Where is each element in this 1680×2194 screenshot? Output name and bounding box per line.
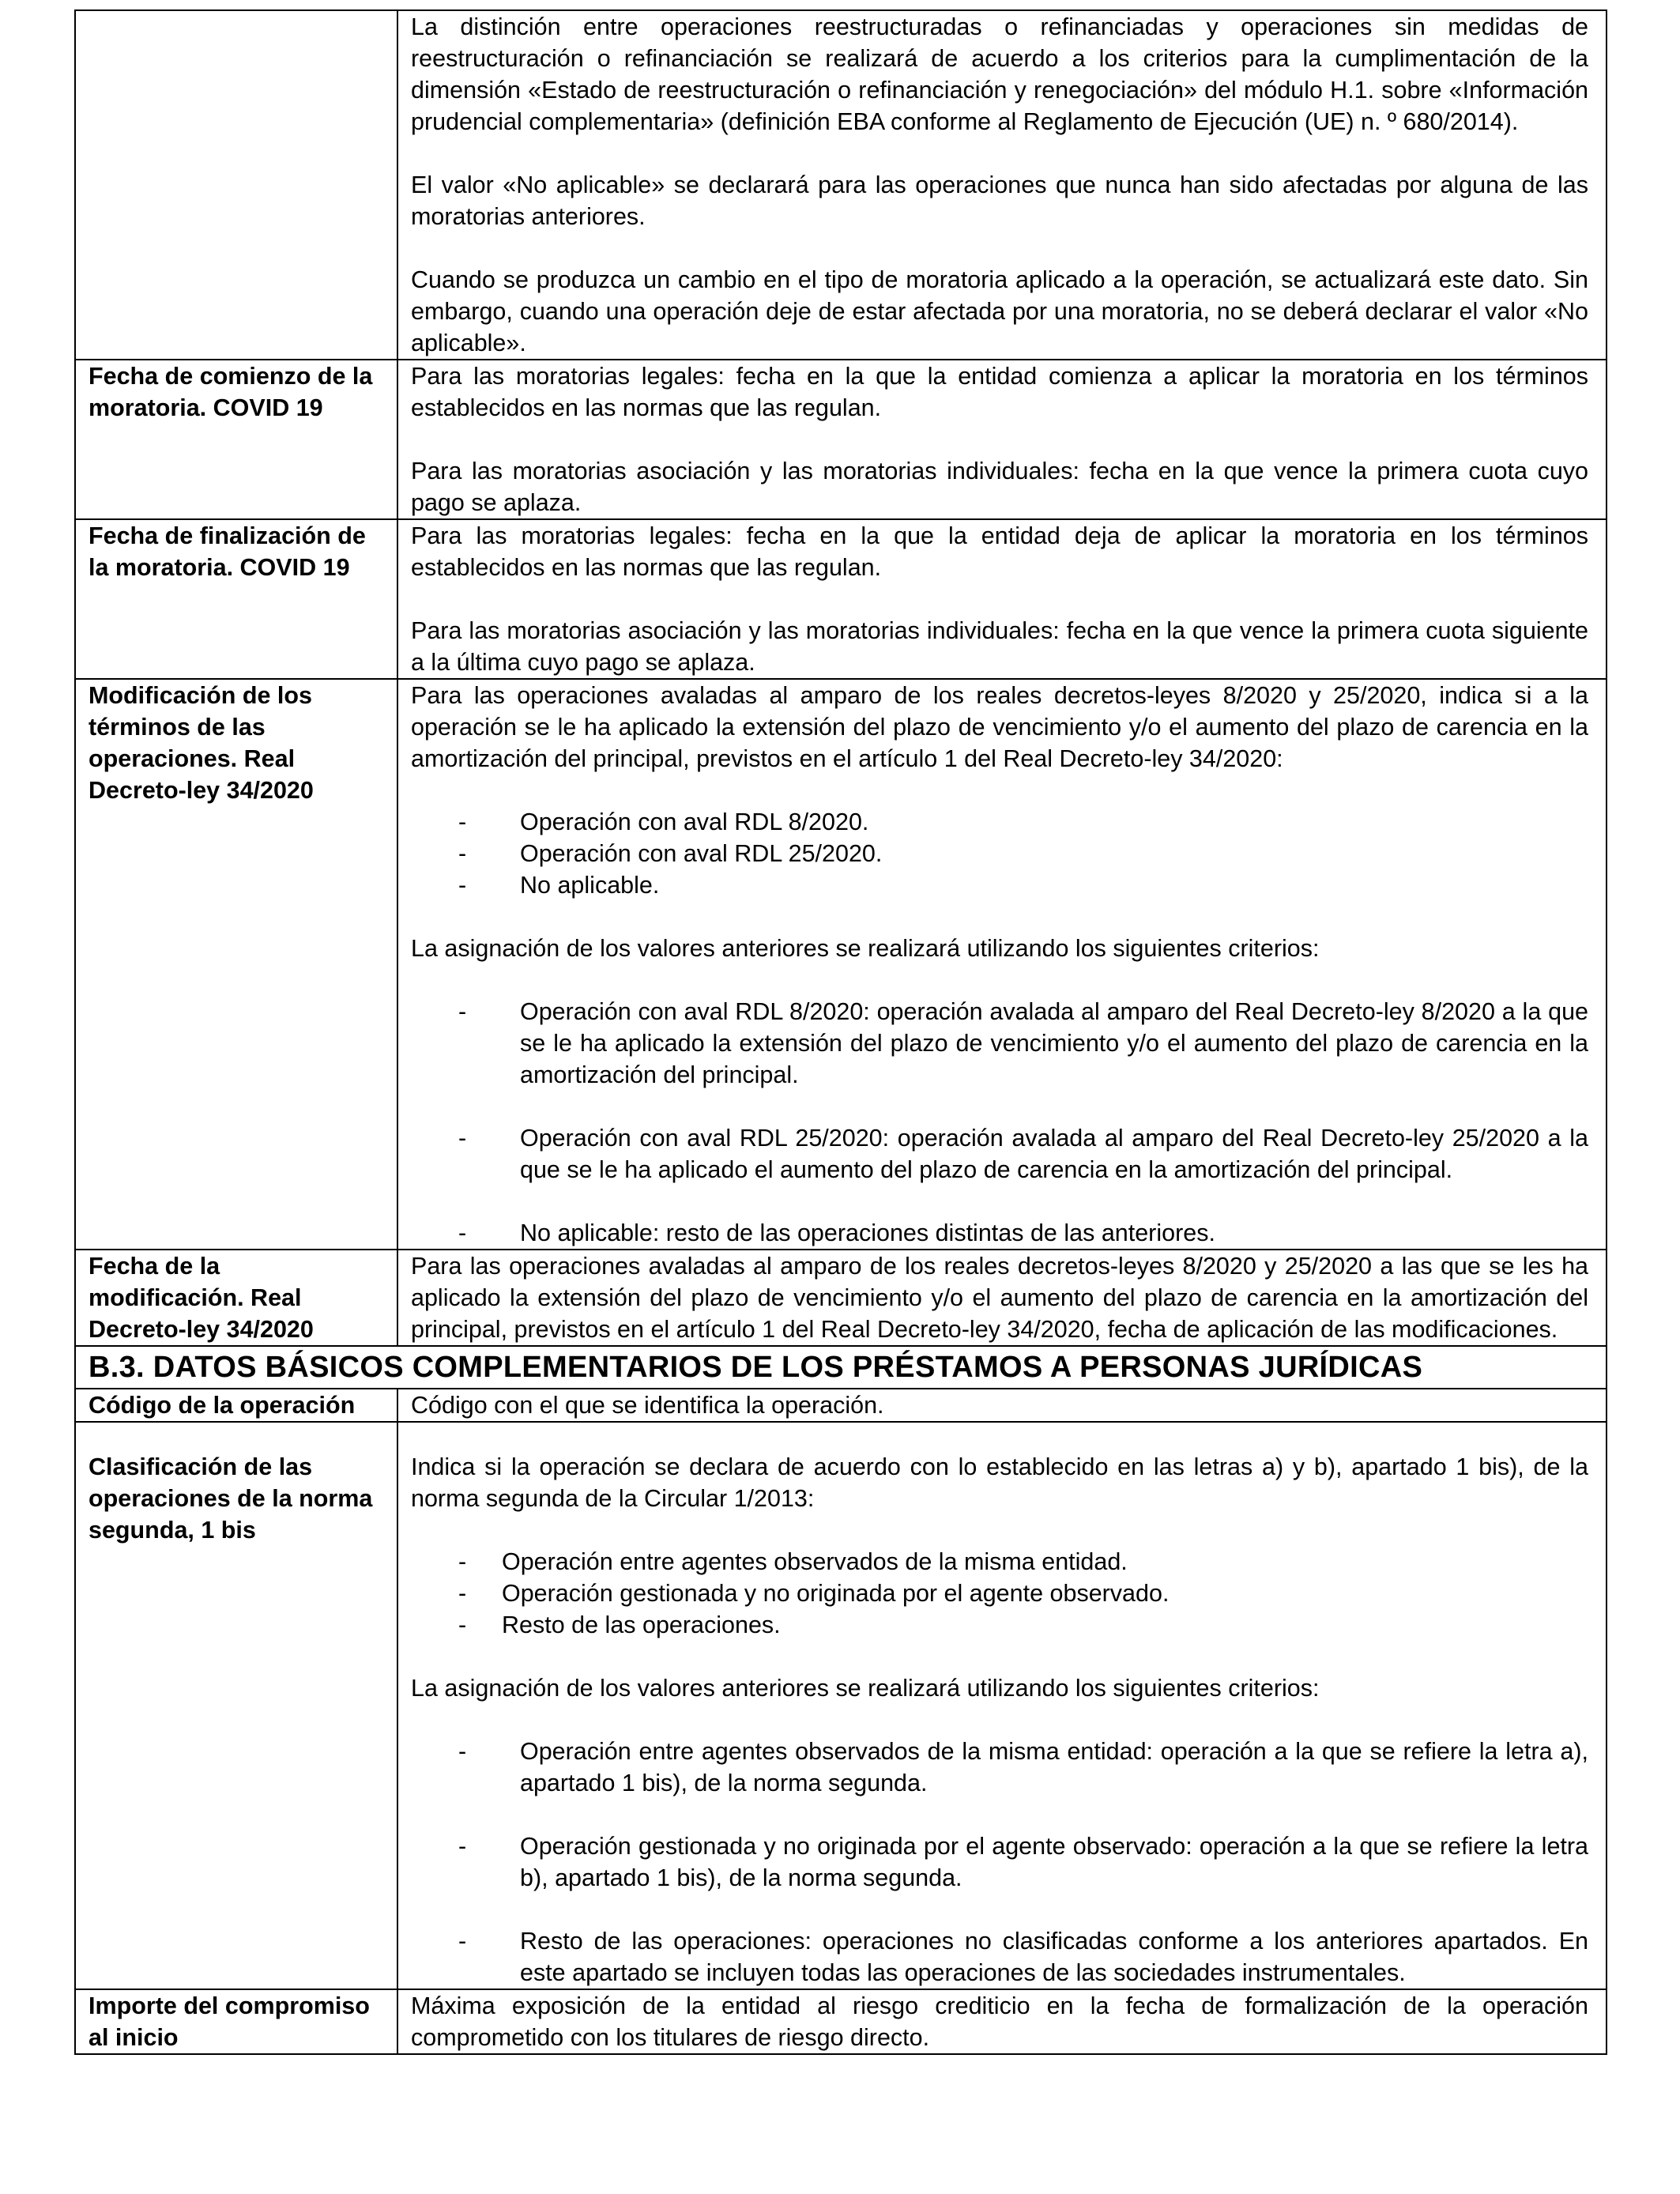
paragraph: Para las moratorias legales: fecha en la que la entidad comienza a aplicar la moratoria en los términos establecidos en las normas que las regulan. xyxy=(411,363,1588,421)
paragraph: Indica si la operación se declara de acuerdo con lo establecido en las letras a) y b), apartado 1 bis), de la norma segunda de la Circular 1/2013: xyxy=(411,1453,1588,1512)
list-item: - Operación con aval RDL 25/2020: operación avalada al amparo del Real Decreto-ley 25/2020 a la que se le ha aplicado el aumento del plazo de carencia en la amortización del principal. xyxy=(458,1125,1588,1183)
table-row xyxy=(75,1250,1607,1346)
criteria-list xyxy=(411,1736,1588,1989)
criteria-list xyxy=(411,996,1588,1249)
term-cell: Fecha de comienzo de la moratoria. COVID 19 xyxy=(75,360,397,519)
list-item: - Operación gestionada y no originada por el agente observado. xyxy=(458,1580,1170,1607)
term-cell: Clasificación de las operaciones de la norma segunda, 1 bis xyxy=(75,1422,397,1989)
description-cell xyxy=(397,360,1607,519)
paragraph: Para las operaciones avaladas al amparo de los reales decretos-leyes 8/2020 y 25/2020 a las que se les ha aplicado la extensión del plazo de vencimiento y/o el aumento del plazo de carencia en la amortización del principal, previstos en el artículo 1 del Real Decreto-ley 34/2020, fecha de aplicación de las modificaciones. xyxy=(411,1253,1588,1343)
list-item: - Operación con aval RDL 8/2020: operación avalada al amparo del Real Decreto-ley 8/2020 a la que se le ha aplicado la extensión del plazo de vencimiento y/o el aumento del plazo de carencia en la amortización del principal. xyxy=(458,998,1588,1088)
section-heading: B.3. DATOS BÁSICOS COMPLEMENTARIOS DE LOS PRÉSTAMOS A PERSONAS JURÍDICAS xyxy=(75,1346,1607,1389)
table-row xyxy=(75,360,1607,519)
term-cell: Código de la operación xyxy=(75,1389,397,1422)
list-item: - Resto de las operaciones. xyxy=(458,1612,781,1638)
description-cell xyxy=(397,10,1607,360)
table-row xyxy=(75,1389,1607,1422)
paragraph: Máxima exposición de la entidad al riesgo crediticio en la fecha de formalización de la operación comprometido con los titulares de riesgo directo. xyxy=(411,1992,1588,2051)
definitions-table xyxy=(74,9,1607,2055)
paragraph: Para las operaciones avaladas al amparo de los reales decretos-leyes 8/2020 y 25/2020, indica si a la operación se le ha aplicado la extensión del plazo de vencimiento y/o el aumento del plazo de carencia en la amortización del principal, previstos en el artículo 1 del Real Decreto-ley 34/2020: xyxy=(411,682,1588,772)
paragraph: Cuando se produzca un cambio en el tipo de moratoria aplicado a la operación, se actualizará este dato. Sin embargo, cuando una operación deje de estar afectada por una moratoria, no se deberá declarar el valor «No aplicable». xyxy=(411,266,1588,356)
list-item: - Operación con aval RDL 25/2020. xyxy=(458,840,883,867)
paragraph: Para las moratorias asociación y las moratorias individuales: fecha en la que vence la primera cuota cuyo pago se aplaza. xyxy=(411,458,1588,516)
description-cell xyxy=(397,519,1607,679)
list-item: - No aplicable: resto de las operaciones distintas de las anteriores. xyxy=(458,1220,1215,1246)
description-cell xyxy=(397,1389,1607,1422)
term-cell: Fecha de la modificación. Real Decreto-ley 34/2020 xyxy=(75,1250,397,1346)
list-item: - Operación entre agentes observados de la misma entidad: operación a la que se refiere la letra a), apartado 1 bis), de la norma segunda. xyxy=(458,1738,1588,1796)
table-row xyxy=(75,10,1607,360)
paragraph: La distinción entre operaciones reestructuradas o refinanciadas y operaciones sin medidas de reestructuración o refinanciación se realizará de acuerdo a los criterios para la cumplimentación de la dimensión «Estado de reestructuración o refinanciación y renegociación» del módulo H.1. sobre «Información prudencial complementaria» (definición EBA conforme al Reglamento de Ejecución (UE) n. º 680/2014). xyxy=(411,13,1588,135)
list-item: - No aplicable. xyxy=(458,872,660,899)
term-cell: Modificación de los términos de las operaciones. Real Decreto-ley 34/2020 xyxy=(75,679,397,1250)
list-item: - Operación gestionada y no originada por el agente observado: operación a la que se refiere la letra b), apartado 1 bis), de la norma segunda. xyxy=(458,1833,1588,1891)
table-row xyxy=(75,1989,1607,2054)
description-cell xyxy=(397,1250,1607,1346)
description-cell xyxy=(397,1422,1607,1989)
term-cell: Importe del compromiso al inicio xyxy=(75,1989,397,2054)
description-cell xyxy=(397,1989,1607,2054)
list-item: - Resto de las operaciones: operaciones no clasificadas conforme a los anteriores apartados. En este apartado se incluyen todas las operaciones de las sociedades instrumentales. xyxy=(458,1928,1588,1986)
paragraph: Para las moratorias legales: fecha en la que la entidad deja de aplicar la moratoria en los términos establecidos en las normas que las regulan. xyxy=(411,522,1588,581)
description-cell xyxy=(397,679,1607,1250)
table-row xyxy=(75,679,1607,1250)
section-row xyxy=(75,1346,1607,1389)
paragraph: La asignación de los valores anteriores se realizará utilizando los siguientes criterios: xyxy=(411,1675,1320,1702)
paragraph: Para las moratorias asociación y las moratorias individuales: fecha en la que vence la primera cuota siguiente a la última cuyo pago se aplaza. xyxy=(411,617,1588,676)
term-cell: Fecha de finalización de la moratoria. COVID 19 xyxy=(75,519,397,679)
table-row xyxy=(75,519,1607,679)
paragraph: El valor «No aplicable» se declarará para las operaciones que nunca han sido afectadas por alguna de las moratorias anteriores. xyxy=(411,172,1588,230)
list-item: - Operación entre agentes observados de la misma entidad. xyxy=(458,1548,1128,1575)
value-list xyxy=(411,806,1588,901)
paragraph: La asignación de los valores anteriores se realizará utilizando los siguientes criterios: xyxy=(411,935,1320,962)
document-page xyxy=(74,9,1606,2055)
paragraph: Código con el que se identifica la operación. xyxy=(411,1392,884,1419)
table-row xyxy=(75,1422,1607,1989)
list-item: - Operación con aval RDL 8/2020. xyxy=(458,809,869,835)
term-cell xyxy=(75,10,397,360)
value-list xyxy=(411,1546,1588,1641)
